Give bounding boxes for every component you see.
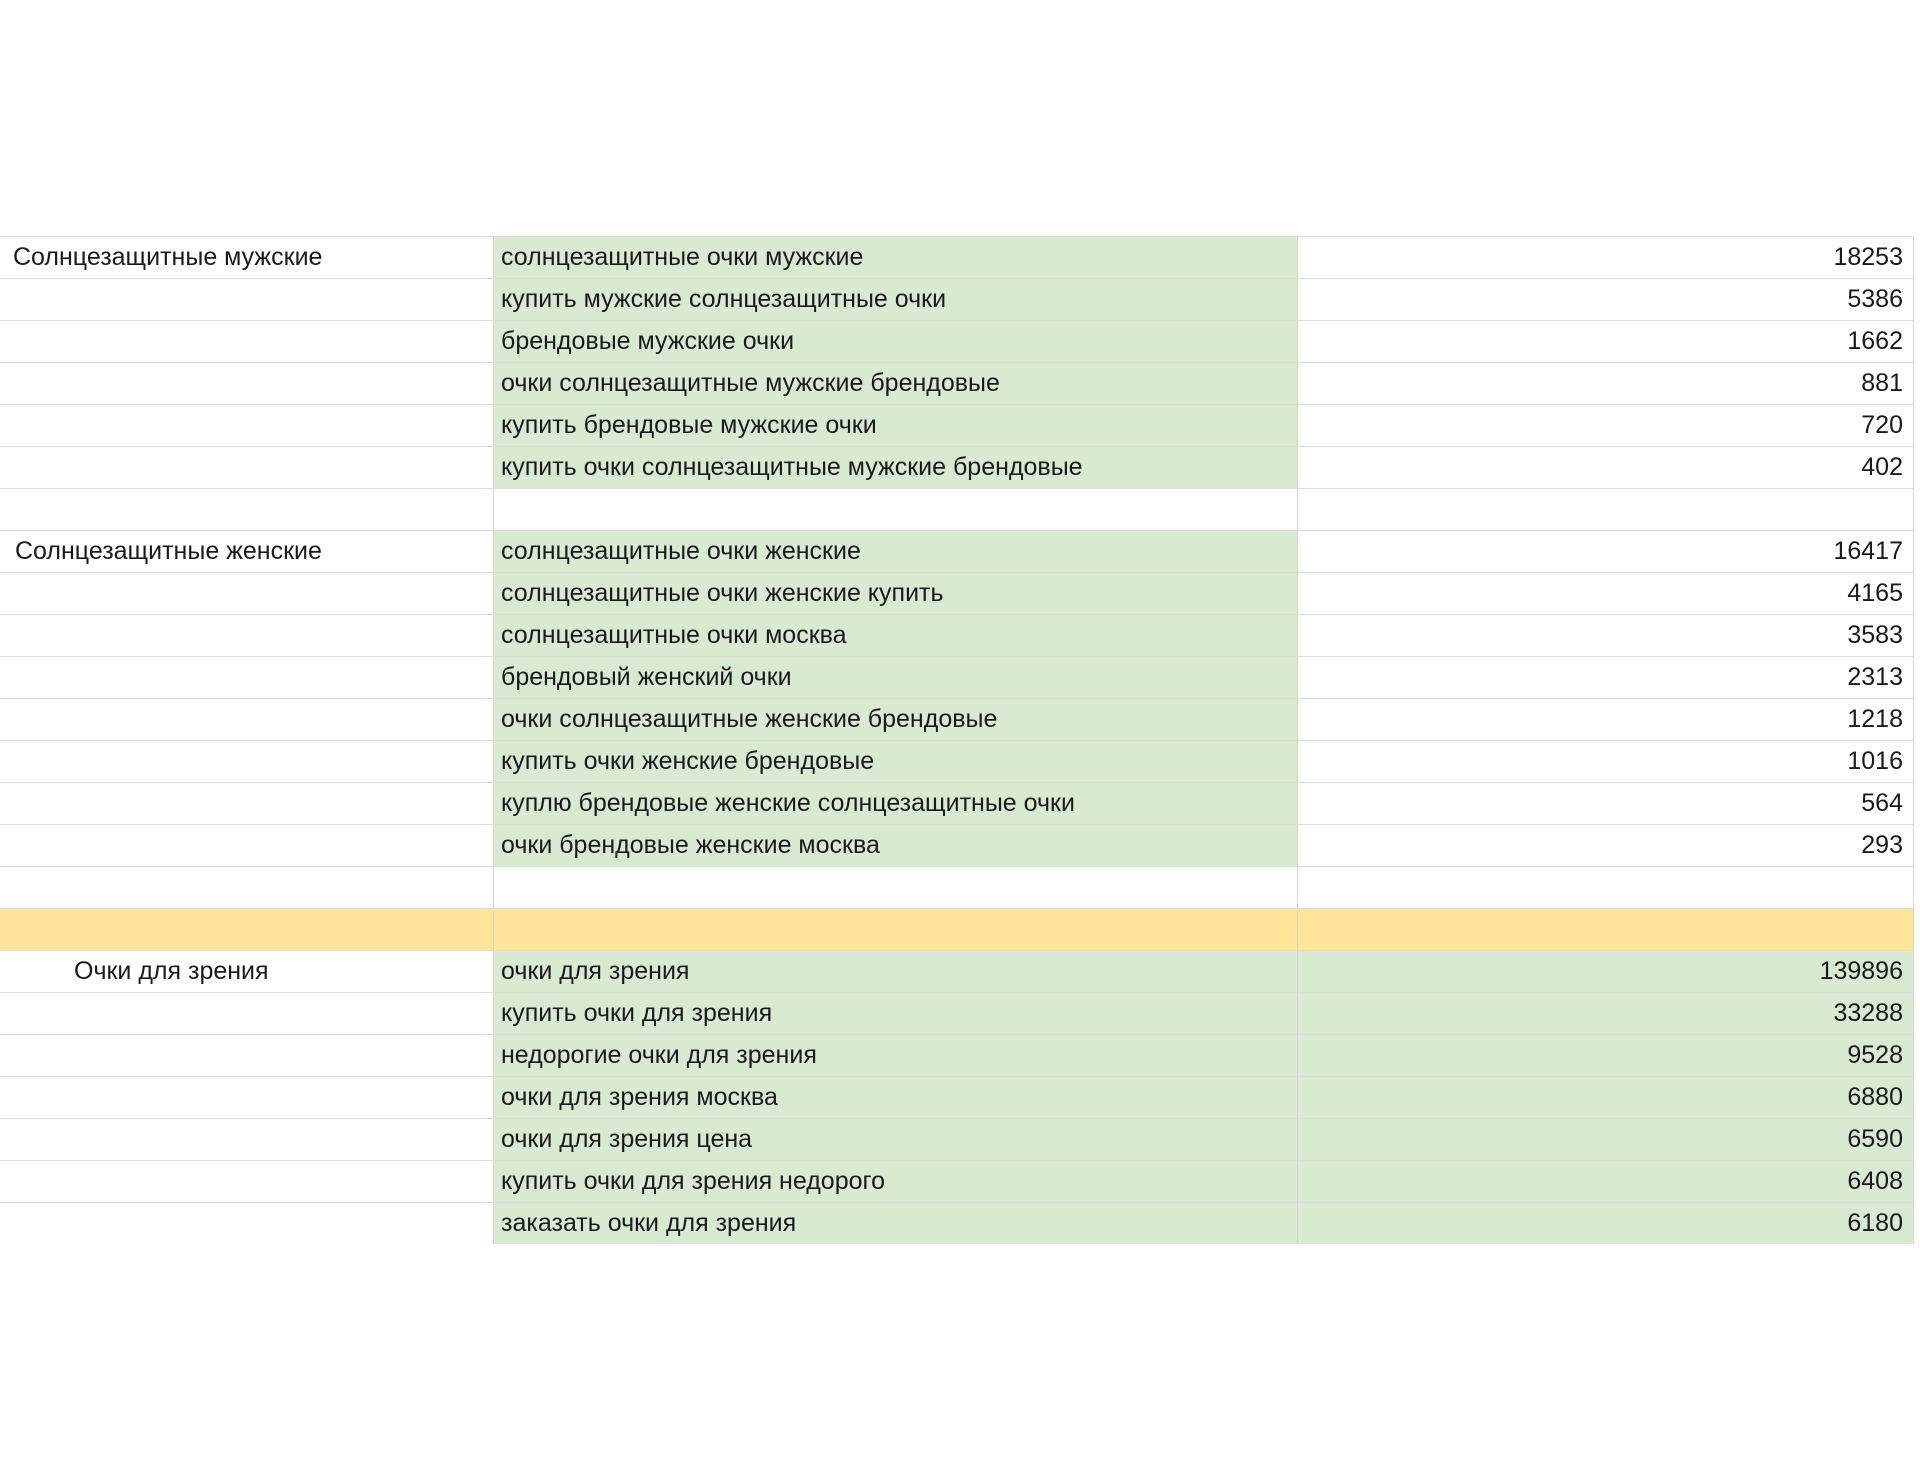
keyword-cell[interactable]: очки солнцезащитные мужские брендовые: [493, 363, 1298, 404]
category-cell[interactable]: [0, 279, 493, 320]
count-cell[interactable]: 6408: [1298, 1161, 1914, 1202]
table-row[interactable]: [0, 530, 1914, 572]
category-cell[interactable]: [0, 699, 493, 740]
keyword-cell[interactable]: очки для зрения: [493, 951, 1298, 992]
count-cell[interactable]: 1016: [1298, 741, 1914, 782]
keyword-cell[interactable]: брендовый женский очки: [493, 657, 1298, 698]
empty-row[interactable]: [0, 488, 1914, 530]
category-cell[interactable]: [0, 657, 493, 698]
category-cell[interactable]: [0, 615, 493, 656]
empty-cell[interactable]: [1298, 867, 1914, 908]
count-cell[interactable]: 402: [1298, 447, 1914, 488]
table-row[interactable]: [0, 278, 1914, 320]
category-cell[interactable]: [0, 405, 493, 446]
keyword-cell[interactable]: недорогие очки для зрения: [493, 1035, 1298, 1076]
separator-row[interactable]: [0, 908, 1914, 950]
category-cell[interactable]: [0, 321, 493, 362]
keyword-cell[interactable]: солнцезащитные очки мужские: [493, 237, 1298, 278]
table-row[interactable]: [0, 1034, 1914, 1076]
count-cell[interactable]: 564: [1298, 783, 1914, 824]
keyword-cell[interactable]: купить брендовые мужские очки: [493, 405, 1298, 446]
count-cell[interactable]: 1218: [1298, 699, 1914, 740]
table-row[interactable]: [0, 404, 1914, 446]
count-cell[interactable]: 16417: [1298, 531, 1914, 572]
count-cell[interactable]: 4165: [1298, 573, 1914, 614]
separator-cell[interactable]: [1298, 909, 1914, 950]
count-cell[interactable]: 5386: [1298, 279, 1914, 320]
category-cell[interactable]: [0, 447, 493, 488]
count-cell[interactable]: 293: [1298, 825, 1914, 866]
count-cell[interactable]: 139896: [1298, 951, 1914, 992]
table-row[interactable]: [0, 824, 1914, 866]
keyword-cell[interactable]: солнцезащитные очки москва: [493, 615, 1298, 656]
count-cell[interactable]: 18253: [1298, 237, 1914, 278]
separator-cell[interactable]: [493, 909, 1298, 950]
keyword-cell[interactable]: солнцезащитные очки женские: [493, 531, 1298, 572]
category-cell[interactable]: [0, 1077, 493, 1118]
table-row[interactable]: [0, 362, 1914, 404]
table-row[interactable]: [0, 950, 1914, 992]
table-row[interactable]: [0, 698, 1914, 740]
table-row[interactable]: [0, 782, 1914, 824]
empty-cell[interactable]: [0, 867, 493, 908]
keyword-cell[interactable]: купить очки для зрения: [493, 993, 1298, 1034]
category-cell[interactable]: [0, 1203, 493, 1244]
table-row[interactable]: [0, 992, 1914, 1034]
table-row[interactable]: [0, 446, 1914, 488]
table-row[interactable]: [0, 572, 1914, 614]
keyword-cell[interactable]: очки для зрения москва: [493, 1077, 1298, 1118]
table-row[interactable]: [0, 320, 1914, 362]
category-cell[interactable]: [0, 1119, 493, 1160]
empty-cell[interactable]: [1298, 489, 1914, 530]
category-cell[interactable]: [0, 993, 493, 1034]
table-row[interactable]: [0, 656, 1914, 698]
keyword-cell[interactable]: заказать очки для зрения: [493, 1203, 1298, 1244]
category-cell[interactable]: [0, 573, 493, 614]
count-cell[interactable]: 720: [1298, 405, 1914, 446]
table-row[interactable]: [0, 1076, 1914, 1118]
category-cell[interactable]: Очки для зрения: [74, 957, 269, 985]
count-cell[interactable]: 3583: [1298, 615, 1914, 656]
table-row[interactable]: [0, 1202, 1914, 1244]
count-cell[interactable]: 6180: [1298, 1203, 1914, 1244]
category-cell[interactable]: [0, 1161, 493, 1202]
empty-row[interactable]: [0, 866, 1914, 908]
table-row[interactable]: [0, 1118, 1914, 1160]
count-cell[interactable]: 1662: [1298, 321, 1914, 362]
keyword-cell[interactable]: очки солнцезащитные женские брендовые: [493, 699, 1298, 740]
count-cell[interactable]: 6880: [1298, 1077, 1914, 1118]
count-cell[interactable]: 881: [1298, 363, 1914, 404]
empty-cell[interactable]: [493, 489, 1298, 530]
category-cell[interactable]: [0, 783, 493, 824]
table-row[interactable]: [0, 614, 1914, 656]
keyword-cell[interactable]: купить очки женские брендовые: [493, 741, 1298, 782]
keyword-cell[interactable]: очки для зрения цена: [493, 1119, 1298, 1160]
category-cell[interactable]: [0, 741, 493, 782]
keyword-cell[interactable]: купить мужские солнцезащитные очки: [493, 279, 1298, 320]
keyword-cell[interactable]: купить очки солнцезащитные мужские брендовые: [493, 447, 1298, 488]
keyword-cell[interactable]: солнцезащитные очки женские купить: [493, 573, 1298, 614]
category-cell[interactable]: Солнцезащитные мужские: [13, 243, 323, 271]
separator-cell[interactable]: [0, 909, 493, 950]
keyword-cell[interactable]: очки брендовые женские москва: [493, 825, 1298, 866]
table-row[interactable]: [0, 236, 1914, 278]
count-cell[interactable]: 6590: [1298, 1119, 1914, 1160]
count-cell[interactable]: 2313: [1298, 657, 1914, 698]
count-cell[interactable]: 33288: [1298, 993, 1914, 1034]
keyword-cell[interactable]: брендовые мужские очки: [493, 321, 1298, 362]
category-cell[interactable]: Солнцезащитные женские: [15, 537, 322, 565]
category-cell[interactable]: [0, 363, 493, 404]
category-cell[interactable]: [0, 825, 493, 866]
keyword-cell[interactable]: купить очки для зрения недорого: [493, 1161, 1298, 1202]
empty-cell[interactable]: [0, 489, 493, 530]
table-row[interactable]: [0, 740, 1914, 782]
count-cell[interactable]: 9528: [1298, 1035, 1914, 1076]
category-cell[interactable]: [0, 1035, 493, 1076]
spreadsheet-grid: [0, 236, 1914, 1244]
empty-cell[interactable]: [493, 867, 1298, 908]
keyword-cell[interactable]: куплю брендовые женские солнцезащитные очки: [493, 783, 1298, 824]
table-row[interactable]: [0, 1160, 1914, 1202]
